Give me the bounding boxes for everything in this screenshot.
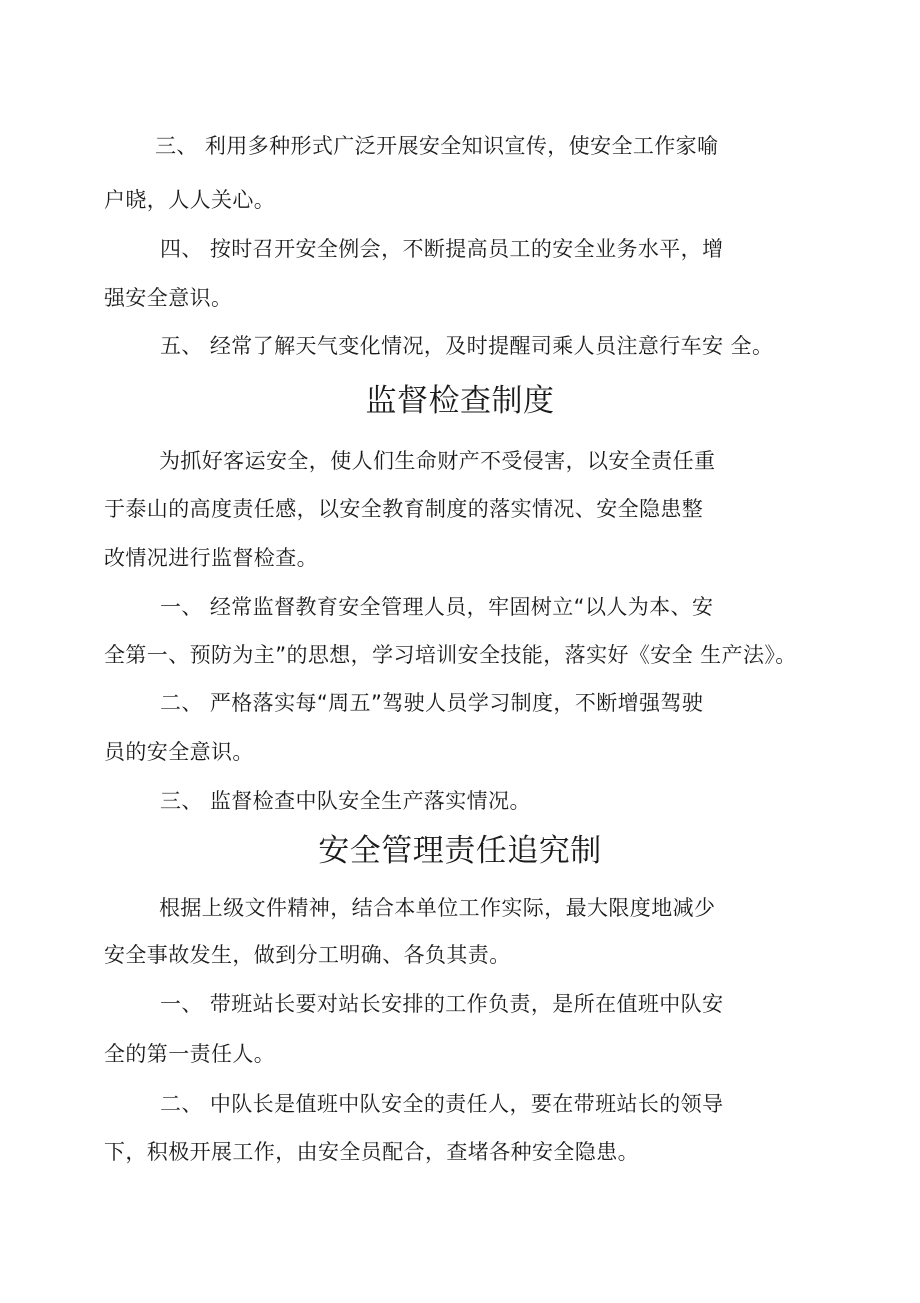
- supervision-item3-line1: 三、 监督检查中队安全生产落实情况。: [160, 789, 531, 813]
- prev-item4-line2: 强安全意识。: [104, 286, 233, 310]
- accountability-item1-line1: 一、 带班站长要对站长安排的工作负责，是所在值班中队安: [160, 992, 724, 1016]
- accountability-item1-line2: 全的第一责任人。: [104, 1042, 276, 1066]
- accountability-title: 安全管理责任追究制: [318, 833, 602, 869]
- supervision-intro-line1: 为抓好客运安全，使人们生命财产不受侵害，以安全责任重: [159, 449, 716, 473]
- accountability-item2-line2: 下，积极开展工作，由安全员配合，查堵各种安全隐患。: [104, 1140, 639, 1164]
- accountability-item2-line1: 二、 中队长是值班中队安全的责任人，要在带班站长的领导: [160, 1092, 724, 1116]
- supervision-title: 监督检查制度: [365, 383, 555, 419]
- supervision-item1-line2: 全第一、预防为主”的思想，学习培训安全技能，落实好《安全 生产法》。: [104, 643, 797, 667]
- supervision-item2-line1: 二、 严格落实每“周五”驾驶人员学习制度，不断增强驾驶: [160, 691, 704, 715]
- accountability-intro-line2: 安全事故发生，做到分工明确、各负其责。: [104, 943, 511, 967]
- supervision-item2-line2: 员的安全意识。: [104, 740, 254, 764]
- supervision-intro-line3: 改情况进行监督检查。: [104, 546, 318, 570]
- prev-item5-line1: 五、 经常了解天气变化情况，及时提醒司乘人员注意行车安 全。: [160, 334, 774, 358]
- accountability-intro-line1: 根据上级文件精神，结合本单位工作实际，最大限度地减少: [159, 896, 716, 920]
- prev-item4-line1: 四、 按时召开安全例会，不断提高员工的安全业务水平，增: [160, 237, 724, 261]
- supervision-item1-line1: 一、 经常监督教育安全管理人员，牢固树立“以人为本、安: [160, 595, 714, 619]
- prev-item3-line1: 三、 利用多种形式广泛开展安全知识宣传，使安全工作家喻: [155, 134, 719, 158]
- prev-item3-line2: 户晓，人人关心。: [104, 188, 276, 212]
- supervision-intro-line2: 于泰山的高度责任感，以安全教育制度的落实情况、安全隐患整: [104, 497, 704, 521]
